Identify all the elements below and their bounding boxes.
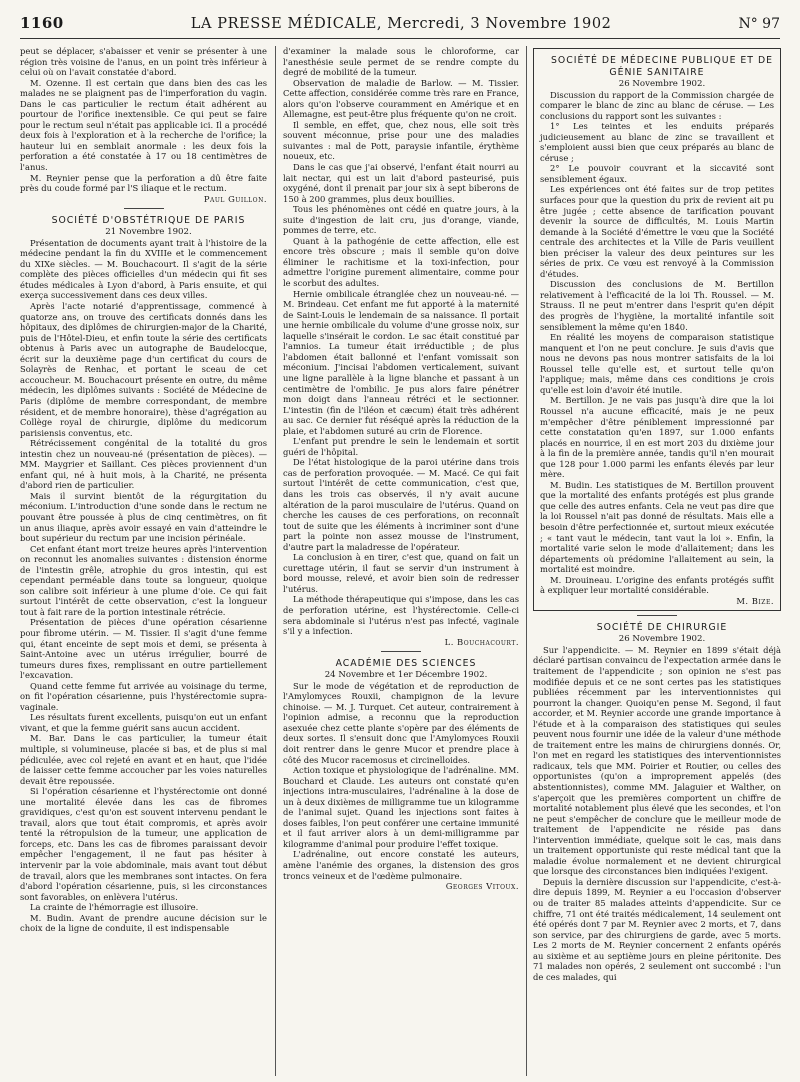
paragraph: M. Ozenne. Il est certain que dans bien des cas les malades ne se plaignent pas de l'imperforation du vagin. Dans le cas particulier le rectum était adhérent au pourtour de l'orifice inextensible. Ce qui peut se faire pour le rectum seul n'était pas applicable ici. Il a procédé deux fois à l'exploration et à la recherche de l'orifice; la hauteur lui en semblait anormale : les deux fois la perforation a été constatée à 17 ou 18 centimètres de l'anus. (20, 77, 267, 173)
signature: Georges Vitoux. (445, 881, 519, 892)
paragraph: Mais il survint bientôt de la régurgitation du méconium. L'introduction d'une sonde dans le rectum ne pouvant être poussée à plus de cinq centimètres, on fit un anus iliaque, après avoir essayé en vain d'atteindre le bout supérieur du rectum par une incision périnéale. (20, 490, 267, 544)
paragraph: M. Bertillon. Je ne vais pas jusqu'à dire que la loi Roussel n'a aucune efficacité, mais je ne peux m'empêcher d'être péniblement impressionné par cette constatation qu'en 1897, sur 1.000 enfants placés en nourrice, il en est mort 203 du dixième jour à la fin de la première année, tandis qu'il n'en mourait que 128 pour 1.000 parmi les enfants élevés par leur mère. (540, 395, 774, 480)
paragraph: Après l'acte notarié d'apprentissage, commencé à quatorze ans, on trouve des certificats donnés dans les hôpitaux, des diplômes de chirurgien-major de la Charité, puis de l'Hôtel-Dieu, et enfin toute la série des certificats obtenus à Paris avec un autographe de Baudelocque, écrit sur la deuxième page d'un certificat du cours de Solayrès de Renhac, et portant le sceau de cet accoucheur. M. Bouchacourt présente en outre, du même médecin, les diplômes suivants : Société de Médecine de Paris (diplôme de membre correspondant, de membre résident, et de membre honoraire), thèse d'agrégation au Collège royal de chirurgie, diplôme du medicorum parisiensis conventus, etc. (20, 301, 267, 438)
section-rule (637, 615, 677, 616)
paragraph: M. Bar. Dans le cas particulier, la tumeur était multiple, si volumineuse, placée si bas, et de plus si mal pédiculée, avec col rejeté en avant et en haut, que l'idée de laisser cette femme accoucher par les voies naturelles devait être repoussée. (20, 733, 267, 786)
paragraph: Discussion des conclusions de M. Bertillon relativement à l'efficacité de la loi Th. Roussel. — M. Strauss. Il ne peut m'entrer dans l'esprit qu'en dépit des progrès de l'hygiène, la mortalité infantile soit sensiblement la même qu'en 1840. (540, 279, 774, 332)
paragraph: Sur le mode de végétation et de reproduction de l'Amylomyces Rouxii, champignon de la levure chinoise. — M. J. Turquet. Cet auteur, contrairement à l'opinion admise, a reconnu que la reproduction asexuée chez cette plante s'opère par des éléments de deux sortes. Il s'ensuit donc que l'Amylomyces Rouxii doit rentrer dans le genre Mucor et prendre place à côté des Mucor racemosus et circinelloides. (283, 680, 519, 765)
paragraph: Si l'opération césarienne et l'hystérectomie ont donné une mortalité élevée dans les cas de fibromes gravidiques, c'est qu'on est souvent intervenu pendant le travail, alors que tout était compromis, et après avoir tenté la rétropulsion de la tumeur, une application de forceps, etc. Dans les cas de fibromes paraissant devoir empêcher l'engagement, il ne faut pas hésiter à intervenir par la voie abdominale, mais avant tout début de travail, alors que les membranes sont intactes. On fera d'abord l'opération césarienne, puis, si les circonstances sont favorables, on enlèvera l'utérus. (20, 786, 267, 902)
paragraph: Tous les phénomènes ont cédé en quatre jours, à la suite d'ingestion de lait cru, jus d'orange, viande, pommes de terre, etc. (283, 204, 519, 236)
paragraph: Quant à la pathogénie de cette affection, elle est encore très obscure ; mais il semble qu'on doive éliminer le rachitisme et la toxi-infection, pour admettre l'origine purement alimentaire, comme pour le scorbut des adultes. (283, 235, 519, 289)
paragraph: Quand cette femme fut arrivée au voisinage du terme, on fit l'opération césarienne, puis l'hystérectomie supra-vaginale. (20, 680, 267, 712)
paragraph: Présentation de documents ayant trait à l'histoire de la médecine pendant la fin du XVIIIe et le commencement du XIXe siècles. — M. Bouchacourt. Il s'agit de la série complète des pièces officielles d'un médecin qui fit ses études médicales à Lyon d'abord, à Paris ensuite, et qui exerça successivement dans ces deux villes. (20, 237, 267, 301)
issue-number: N° 97 (738, 16, 780, 32)
paragraph: d'examiner la malade sous le chloroforme, car l'anesthésie seule permet de se rendre compte du degré de mobilité de la tumeur. (283, 46, 519, 78)
journal-title: LA PRESSE MÉDICALE, Mercredi, 3 Novembre 1902 (190, 16, 612, 32)
column-1 (20, 46, 267, 1076)
section-rule (381, 651, 421, 652)
paragraph: Il semble, en effet, que, chez nous, elle soit très souvent méconnue, prise pour une des maladies suivantes : mal de Pott, paraysie infantile, érythème noueux, etc. (283, 119, 519, 162)
section-date: 24 Novembre et 1er Décembre 1902. (324, 670, 488, 681)
paragraph: M. Drouineau. L'origine des enfants protégés suffit à expliquer leur mortalité considérable. (540, 574, 774, 596)
paragraph: Rétrécissement congénital de la totalité du gros intestin chez un nouveau-né (présentation de pièces). — MM. Maygrier et Saillant. Ces pièces proviennent d'un enfant qui, né à huit mois, à la Charité, ne présenta d'abord rien de particulier. (20, 438, 267, 491)
paragraph: L'enfant put prendre le sein le lendemain et sortit guéri de l'hôpital. (283, 436, 519, 457)
paragraph: Depuis la dernière discussion sur l'appendicite, c'est-à-dire depuis 1899, M. Reynier a eu l'occasion d'observer ou de traiter 85 malades atteints d'appendicite. Sur ce chiffre, 71 ont été traités médicalement, 14 seulement ont été opérés dont 7 par M. Reynier avec 2 morts, et 7, dans son service, par des chirurgiens de garde, avec 5 morts. Les 2 morts de M. Reynier concernent 2 enfants opérés au sixième et au septième jours en pleine péritonite. Des 71 malades non opérés, 2 seulement ont succombé : l'un de ces malades, qui (533, 876, 781, 982)
paragraph: Sur l'appendicite. — M. Reynier en 1899 s'était déjà déclaré partisan convaincu de l'expectation armée dans le traitement de l'appendicite ; son opinion ne s'est pas modifiée depuis et ce ne sont certes pas les statistiques publiées récemment par les interventionnistes qui pourront la changer. Quoiqu'en pense M. Segond, il faut accorder, et M. Reynier accorde une grande importance à l'étude et à la comparaison des statistiques qui seules peuvent nous fournir une idée de la valeur d'une méthode de traitement entre les mains de chirurgiens donnés. Or, l'on met en regard les statistiques des interventionnistes radicaux, tels que MM. Poirier et Routier, ou celles des opportunistes (qu'on a improprement appelés (des abstentionnistes), comme MM. Jalaguier et Walther, on s'aperçoit que les premières comportent un chiffre de mortalité notablement plus élevé que les secondes, et l'on ne peut s'empêcher de conclure que le meilleur mode de traitement de l'appendicite ne réside pas dans l'intervention immédiate, quelque soit le cas, mais dans un traitement opportuniste qui reste médical tant que la maladie évolue normalement et ne devient chirurgical que lorsque des circonstances bien indiquées l'exigent. (533, 644, 781, 877)
section-title: SOCIÉTÉ DE MÉDECINE PUBLIQUE ET DE GÉNIE SANITAIRE (551, 55, 773, 78)
paragraph: Observation de maladie de Barlow. — M. Tissier. Cette affection, considérée comme très rare en France, alors qu'on l'observe couramment en Amérique et en Allemagne, est peut-être plus fréquente qu'on ne croit. (283, 77, 519, 120)
column-divider (275, 46, 276, 1076)
section-box (533, 48, 781, 611)
paragraph: M. Reynier pense que la perforation a dû être faite près du coude formé par l'S iliaque et le rectum. (20, 172, 267, 194)
section-title: SOCIÉTÉ DE CHIRURGIE (596, 622, 728, 634)
section-date: 26 Novembre 1902. (618, 634, 706, 645)
section-title: SOCIÉTÉ D'OBSTÉTRIQUE DE PARIS (51, 215, 246, 227)
column-divider (526, 46, 527, 1076)
paragraph: La conclusion à en tirer, c'est que, quand on fait un curettage utérin, il faut se servir d'un instrument à bord mousse, relevé, et avoir bien soin de redresser l'utérus. (283, 552, 519, 594)
paragraph: M. Budin. Avant de prendre aucune décision sur le choix de la ligne de conduite, il est indispensable (20, 912, 267, 934)
section-title: ACADÉMIE DES SCIENCES (335, 658, 477, 670)
paragraph: Hernie ombilicale étranglée chez un nouveau-né. — M. Brindeau. Cet enfant me fut apporté à la maternité de Saint-Louis le lendemain de sa naissance. Il portait une hernie ombilicale du volume d'une grosse noix, sur laquelle s'insérait le cordon. Le sac était constitué par l'amnios. La tumeur était irréductible ; de plus l'abdomen était ballonné et l'enfant vomissait son méconium. J'incisai l'abdomen verticalement, suivant une ligne parallèle à la ligne blanche et passant à un centimètre de l'ombilic. Je pus alors faire pénétrer mon doigt dans l'anneau rétréci et le sectionner. L'intestin (fin de l'iléon et cæcum) était très adhérent au sac. Ce dernier fut réséqué après la réduction de la plaie, et l'abdomen suturé au crin de Florence. (283, 288, 519, 436)
paragraph: Dans le cas que j'ai observé, l'enfant était nourri au lait nectar, qui est un lait d'abord pasteurisé, puis oxygéné, dont il prenait par jour six à sept biberons de 150 à 200 grammes, plus deux bouillies. (283, 162, 519, 204)
paragraph: La méthode thérapeutique qui s'impose, dans les cas de perforation utérine, est l'hystérectomie. Celle-ci sera abdominale si l'utérus n'est pas infecté, vaginale s'il y a infection. (283, 594, 519, 637)
page-number: 1160 (20, 14, 64, 32)
header-rule (20, 38, 780, 39)
paragraph: Cet enfant étant mort treize heures après l'intervention on reconnut les anomalies suivantes : distension énorme de l'intestin grêle, atrophie du gros intestin, qui est cependant perméable dans toute sa longueur, quoique son calibre soit inférieur à une plume d'oie. Ce qui fait surtout l'intérêt de cette observation, c'est la longueur tout à fait rare de la portion intestinale rétrécie. (20, 543, 267, 617)
column-2 (283, 46, 519, 1076)
page-header (20, 14, 780, 36)
paragraph: Action toxique et physiologique de l'adrénaline. MM. Bouchard et Claude. Les auteurs ont constaté qu'en injections intra-musculaires, l'adrénaline à la dose de un à deux dixièmes de milligramme tue un kilogramme de l'animal sujet. Quand les injections sont faites à doses faibles, l'on peut conférer une certaine immunité et il faut arriver alors à un demi-milligramme par kilogramme d'animal pour produire l'effet toxique. (283, 765, 519, 849)
paragraph: De l'état histologique de la paroi utérine dans trois cas de perforation provoquée. — M. Macé. Ce qui fait surtout l'intérêt de cette communication, c'est que, dans les trois cas observés, il n'y avait aucune altération de la paroi musculaire de l'utérus. Quand on cherche les causes de ces perforations, on reconnaît tout de suite que les éléments à incriminer sont d'une part la pointe non assez mousse de l'instrument, d'autre part la maladresse de l'opérateur. (283, 457, 519, 552)
signature: L. Bouchacourt. (444, 636, 519, 647)
signature: Paul Guillon. (203, 193, 267, 204)
paragraph: M. Budin. Les statistiques de M. Bertillon prouvent que la mortalité des enfants protégés est plus grande que celle des autres enfants. Cela ne veut pas dire que la loi Roussel n'ait pas donné de résultats. Mais elle a besoin d'être perfectionnée et, surtout mieux exécutée ; « tant vaut le médecin, tant vaut la loi ». Enfin, la mortalité varie selon le mode d'allaitement; dans les départements où prédomine l'allaitement au sein, la mortalité est moindre. (540, 479, 774, 575)
signature: M. Bize. (736, 595, 774, 606)
paragraph: L'adrénaline, out encore constaté les auteurs, amène l'anémie des organes, la distension des gros troncs veineux et de l'œdème pulmonaire. (283, 849, 519, 881)
paragraph: 2° Le pouvoir couvrant et la siccavité sont sensiblement égaux. (540, 163, 774, 184)
section-date: 21 Novembre 1902. (105, 227, 192, 238)
paragraph: Les résultats furent excellents, puisqu'on eut un enfant vivant, et que la femme guérit sans aucun accident. (20, 712, 267, 733)
section-rule (124, 208, 164, 209)
column-3 (533, 46, 781, 1076)
paragraph: Les expériences ont été faites sur de trop petites surfaces pour que la question du prix de revient ait pu être jugée ; cette absence de tarification pouvant devenir la source de difficultés, M. Louis Martin demande à la Société d'émettre le vœu que la Société centrale des architectes et la Ville de Paris veuillent bien préciser la valeur des deux peintures sur les séries de prix. Ce vœu est renvoyé à la Commission d'études. (540, 184, 774, 279)
paragraph: Présentation de pièces d'une opération césarienne pour fibrome utérin. — M. Tissier. Il s'agit d'une femme qui, étant enceinte de sept mois et demi, se présenta à Saint-Antoine avec un utérus irrégulier, bourré de tumeurs dures fixes, remplissant en outre partiellement l'excavation. (20, 617, 267, 681)
paragraph: En réalité les moyens de comparaison statistique manquent et l'on ne peut conclure. Je suis d'avis que nous ne devons pas nous montrer satisfaits de la loi Roussel telle qu'elle est, et surtout telle qu'on l'applique; mais, même dans ces conditions je crois qu'elle est loin d'avoir été inutile. (540, 332, 774, 395)
paragraph: 1° Les teintes et les enduits préparés judicieusement au blanc de zinc se travaillent et s'emploient aussi bien que ceux préparés au blanc de céruse ; (540, 121, 774, 163)
section-date: 26 Novembre 1902. (618, 79, 706, 89)
paragraph: La crainte de l'hémorragie est illusoire. (30, 902, 199, 913)
paragraph: Discussion du rapport de la Commission chargée de comparer le blanc de zinc au blanc de céruse. — Les conclusions du rapport sont les suivantes : (540, 89, 774, 121)
paragraph: peut se déplacer, s'abaisser et venir se présenter à une région très voisine de l'anus, en un point très inférieur à celui où on l'avait constatée d'abord. (20, 46, 267, 78)
